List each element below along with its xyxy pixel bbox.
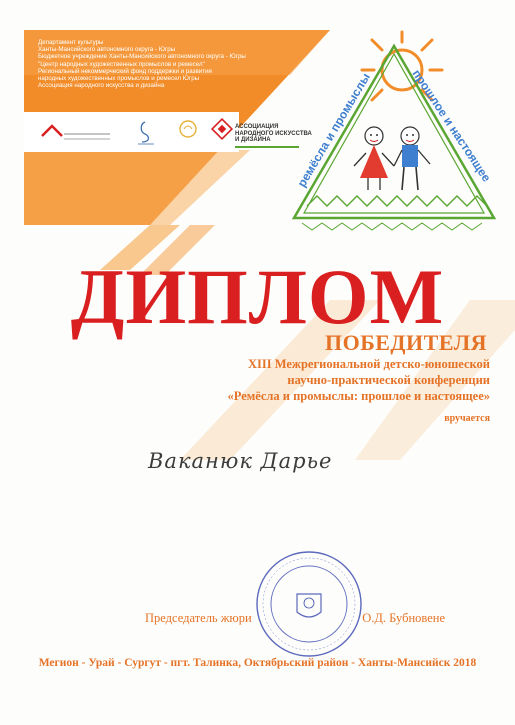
girl-figure-icon: [354, 127, 394, 190]
header-line: народных художественных промыслов и ремесел Югры: [38, 75, 200, 83]
footer-cities: Мегион - Урай - Сургут - пгт. Талинка, Октябрьский район - Ханты-Мансийск 2018: [38, 657, 477, 669]
association-logo-text: АССОЦИАЦИЯ НАРОДНОГО ИСКУССТВА И ДИЗАЙНА: [235, 124, 312, 148]
header-line: Бюджетное учреждение Ханты-Мансийского автономного округа - Югры: [38, 53, 246, 61]
organizers-header: [38, 39, 278, 89]
conference-line: «Ремёсла и промыслы: прошлое и настоящее»: [227, 389, 490, 403]
diploma-title: ДИПЛОМ: [70, 253, 445, 340]
header-line: Департамент культуры: [38, 39, 104, 46]
header-line: Ханты-Мансийского автономного округа - Югры: [38, 46, 176, 54]
jury-chair-name: О.Д. Бубновене: [362, 611, 445, 625]
header-line: Региональный некоммерческий фонд поддержки и развития: [38, 67, 212, 75]
festival-emblem: [282, 18, 507, 243]
ornament-logo: [210, 117, 234, 141]
conference-line: XIII Межрегиональной детско-юношеской: [247, 357, 490, 371]
sun-emblem-logo: [175, 116, 201, 146]
svg-text:ремёсла и промыслы: [295, 71, 373, 190]
boy-figure-icon: [394, 127, 430, 190]
svg-text:прошлое и настоящее: [409, 67, 493, 185]
conference-name: [170, 356, 490, 404]
diploma-subtitle: ПОБЕДИТЕЛЯ: [324, 330, 487, 355]
header-line: Ассоциация народного искусства и дизайна: [38, 82, 165, 90]
swan-logo: [130, 116, 160, 146]
jury-chair-label: Председатель жюри: [145, 611, 252, 625]
awarded-label: вручается: [444, 413, 490, 424]
header-line: "Центр народных художественных промыслов и ремесел": [38, 60, 205, 68]
emblem-left-text: ремёсла и промыслы: [294, 70, 373, 190]
conference-line: научно-практической конференции: [287, 373, 490, 387]
crafts-center-logo: [34, 118, 114, 148]
recipient-name: Ваканюк Дарье: [148, 449, 333, 473]
official-stamp: [253, 548, 365, 660]
emblem-right-text: прошлое и настоящее: [409, 66, 494, 185]
